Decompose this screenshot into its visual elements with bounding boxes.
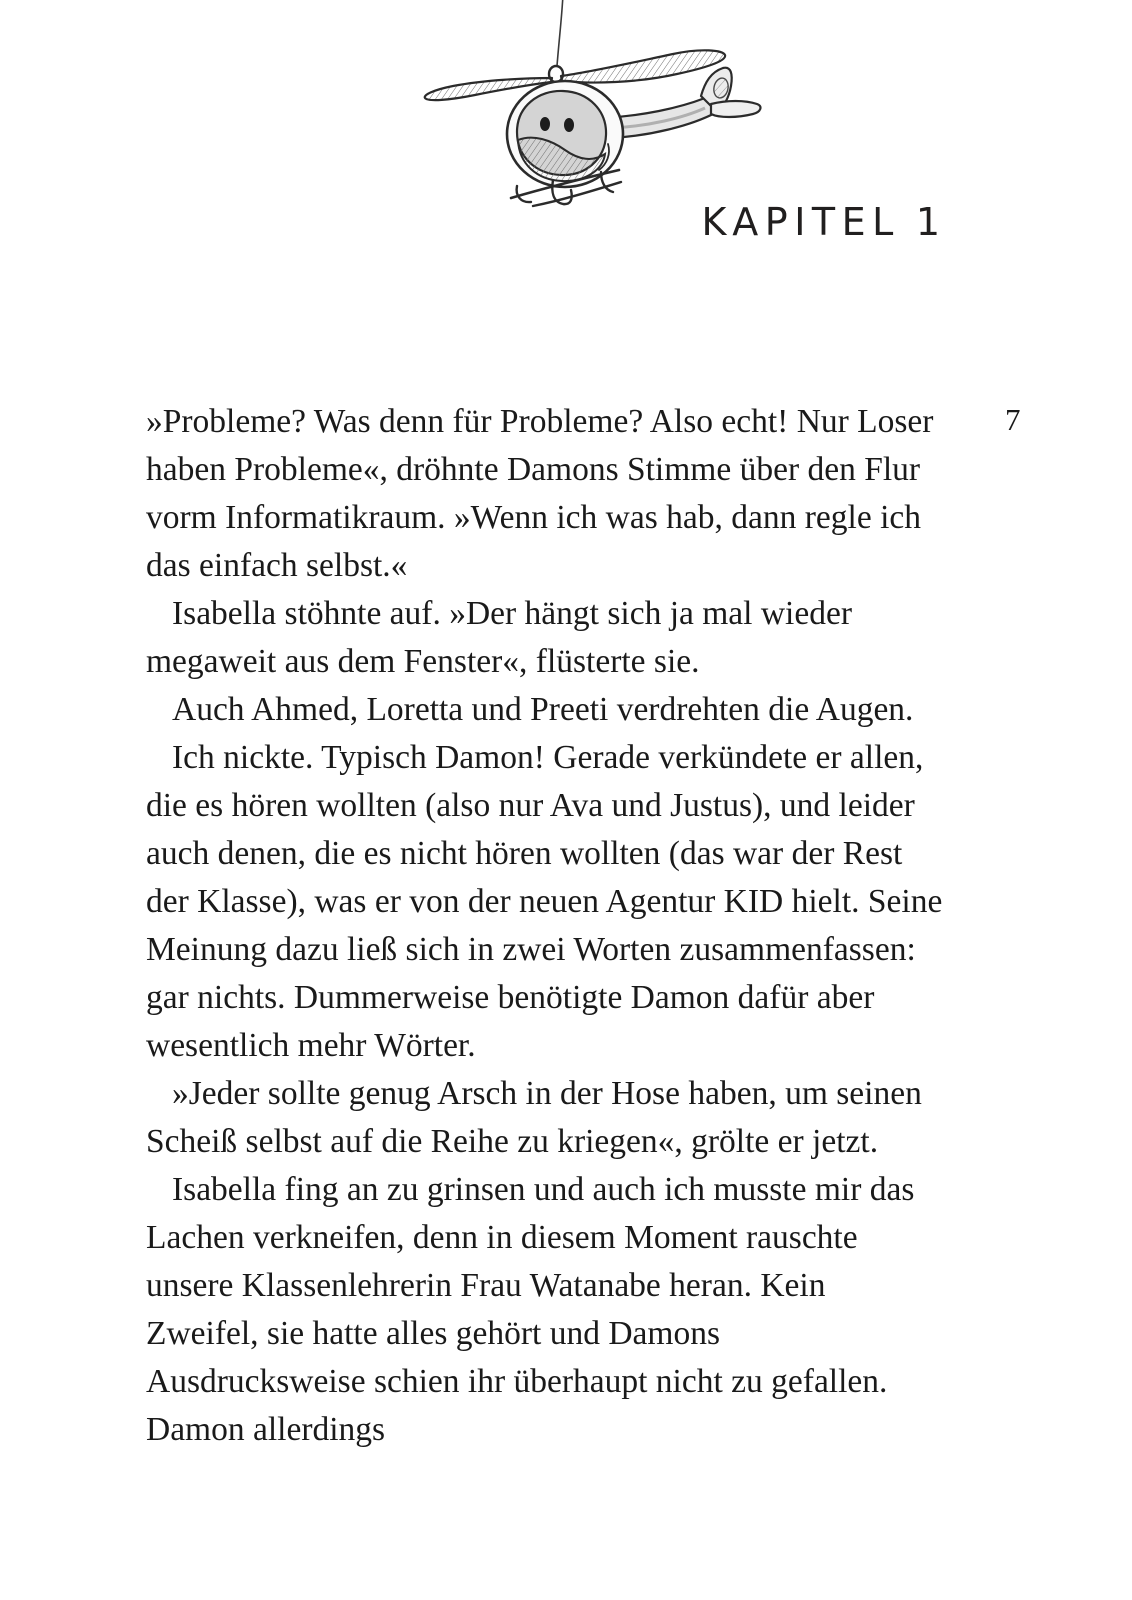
paragraph: Ich nickte. Typisch Damon! Gerade verkündete er allen, die es hören wollten (also nur Ava und Justus), und leider auch denen, die es nicht hören wollten (das war der Rest der Klasse), was er von der neuen Agentur KID hielt. Seine Meinung dazu ließ sich in zwei Worten zusammenfassen: gar nichts. Dummerweise benötigte Damon dafür aber wesentlich mehr Wörter.: [146, 739, 951, 1064]
chapter-heading-word: KAPITEL: [701, 200, 900, 244]
chapter-heading: [0, 200, 940, 244]
body-text: [146, 398, 951, 1454]
chapter-heading-number: 1: [915, 200, 940, 244]
page-number: 7: [1005, 402, 1021, 437]
paragraph: Isabella fing an zu grinsen und auch ich musste mir das Lachen verkneifen, denn in diesem Moment rauschte unsere Klassenlehrerin Frau Watanabe heran. Kein Zweifel, sie hatte alles gehört und Damons Ausdrucksweise schien ihr überhaupt nicht zu gefallen. Damon allerdings: [146, 1171, 923, 1448]
paragraph: »Probleme? Was denn für Probleme? Also echt! Nur Loser haben Probleme«, dröhnte Damons Stimme über den Flur vorm Informatikraum. »Wenn ich was hab, dann regle ich das einfach selbst.«: [146, 403, 942, 584]
toy-helicopter-illustration: [405, 0, 785, 214]
paragraph: Auch Ahmed, Loretta und Preeti verdrehten die Augen.: [172, 691, 914, 728]
paragraph: Isabella stöhnte auf. »Der hängt sich ja mal wieder megaweit aus dem Fenster«, flüsterte sie.: [146, 595, 861, 680]
paragraph: »Jeder sollte genug Arsch in der Hose haben, um seinen Scheiß selbst auf die Reihe zu kriegen«, grölte er jetzt.: [146, 1075, 931, 1160]
